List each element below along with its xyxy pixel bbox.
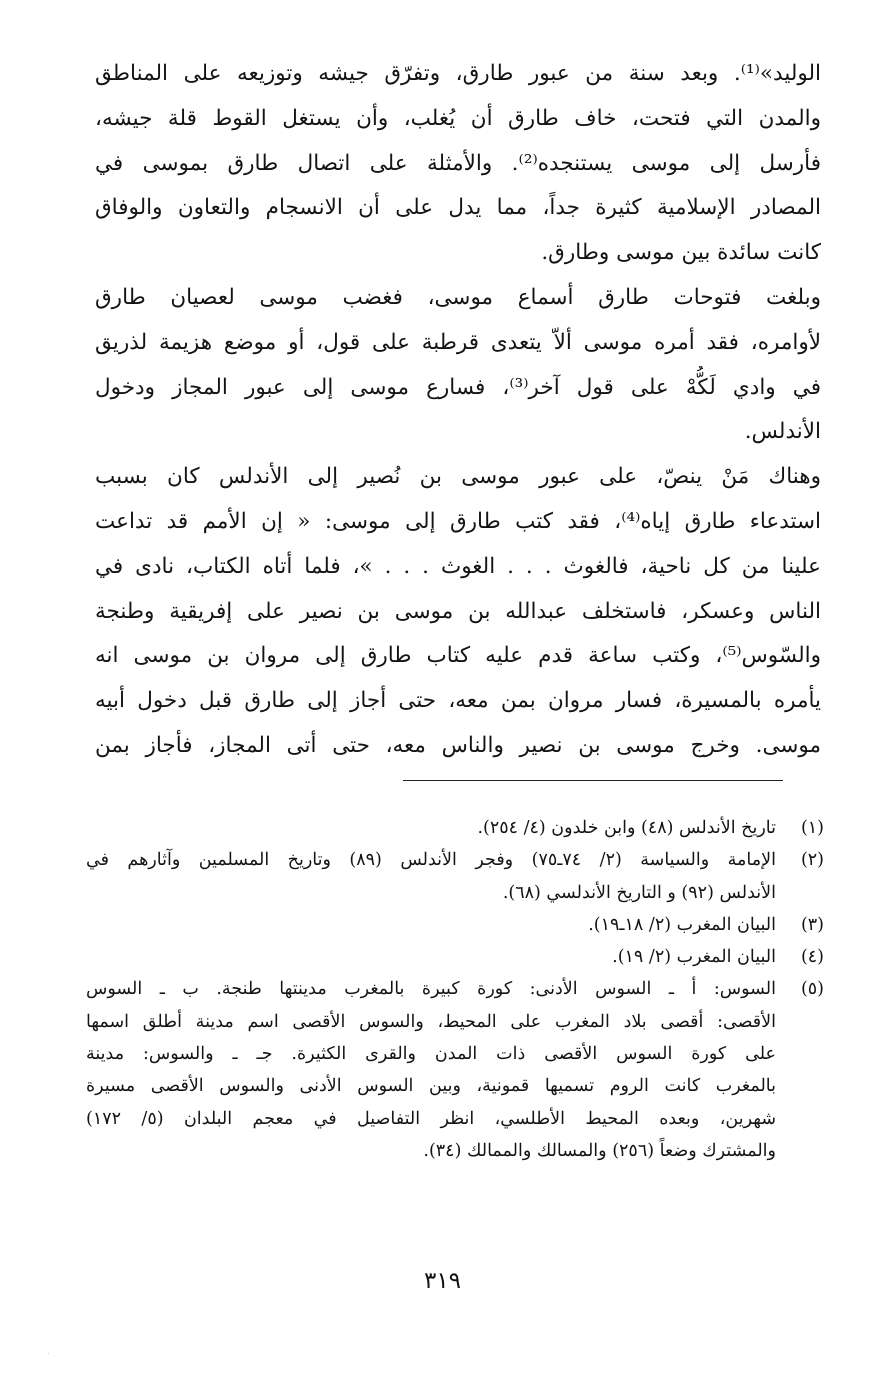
footnote-line: بالمغرب كانت الروم تسميها قمونية، وبين السوس الأدنى والسوس الأقصى مسيرة (86, 1076, 776, 1097)
paragraph-first-line: وهناك مَنْ ينصّ، على عبور موسى بن نُصير إلى الأندلس كان بسبب (95, 464, 821, 490)
footnote-5 (86, 973, 824, 1167)
footnote-line: تاريخ الأندلس (٤٨) وابن خلدون (٤/ ٢٥٤). (477, 818, 776, 838)
footnote-line: السوس: أ ـ السوس الأدنى: كورة كبيرة بالمغرب مدينتها طنجة. ب ـ السوس (86, 979, 776, 1000)
footnote-4 (86, 941, 824, 973)
text-line: فأرسل إلى موسى يستنجده⁽²⁾. والأمثلة على اتصال طارق بموسى في (95, 150, 821, 176)
footnote-line: الأقصى: أقصى بلاد المغرب على المحيط، والسوس الأقصى اسم مدينة أطلق اسمها (86, 1011, 776, 1032)
paragraph-first-line: وبلغت فتوحات طارق أسماع موسى، فغضب موسى لعصيان طارق (95, 284, 821, 310)
footnote-number: (٢) (800, 850, 824, 871)
footnote-separator (403, 780, 783, 781)
text-line: علينا من كل ناحية، فالغوث . . . الغوث . . . »، فلما أتاه الكتاب، نادى في (95, 553, 821, 579)
footnote-line: البيان المغرب (٢/ ١٨ـ١٩). (588, 914, 776, 935)
text-line: المصادر الإسلامية كثيرة جداً، مما يدل على أن الانسجام والتعاون والوفاق (95, 195, 821, 221)
footnote-line: البيان المغرب (٢/ ١٩). (612, 947, 776, 968)
main-text (95, 52, 821, 769)
footnote-number: (١) (800, 818, 824, 838)
footnotes (86, 812, 824, 1167)
footnote-number: (٤) (800, 947, 824, 968)
text-line: الوليد»⁽¹⁾. وبعد سنة من عبور طارق، وتفرّق جيشه وتوزيعه على المناطق (95, 61, 821, 86)
text-line: كانت سائدة بين موسى وطارق. (541, 240, 821, 266)
text-line: الناس وعسكر، فاستخلف عبدالله بن موسى بن نصير على إفريقية وطنجة (95, 598, 821, 624)
text-line: في وادي لَكُّهْ على قول آخر⁽³⁾، فسارع موسى إلى عبور المجاز ودخول (95, 374, 821, 400)
scan-speck (48, 1353, 49, 1354)
text-line: والسّوس⁽⁵⁾، وكتب ساعة قدم عليه كتاب طارق إلى مروان بن موسى انه (95, 643, 821, 669)
text-line: موسى. وخرج موسى بن نصير والناس معه، حتى أتى المجاز، فأجاز بمن (95, 732, 821, 758)
footnote-line: شهرين، وبعده المحيط الأطلسي، انظر التفاصيل في معجم البلدان (٥/ ١٧٢) (86, 1108, 776, 1129)
text-line: والمدن التي فتحت، خاف طارق أن يُغلب، وأن يستغل القوط قلة جيشه، (95, 105, 821, 131)
text-line: لأوامره، فقد أمره موسى ألاّ يتعدى قرطبة على قول، أو موضع هزيمة لذريق (95, 329, 821, 355)
text-line: استدعاء طارق إياه⁽⁴⁾، فقد كتب طارق إلى موسى: « إن الأمم قد تداعت (95, 508, 821, 534)
footnote-line: الأندلس (٩٢) و التاريخ الأندلسي (٦٨). (502, 882, 776, 903)
footnote-number: (٥) (800, 979, 824, 1000)
footnote-number: (٣) (800, 914, 824, 935)
text-line: يأمره بالمسيرة، فسار مروان بمن معه، حتى أجاز إلى طارق قبل دخول أبيه (95, 688, 821, 714)
footnote-line: والمشترك وضعاً (٢٥٦) والمسالك والممالك (٣٤). (423, 1140, 776, 1161)
footnote-line: على كورة السوس الأقصى ذات المدن والقرى الكثيرة. جـ ـ والسوس: مدينة (86, 1044, 776, 1065)
page-number: ٣١٩ (423, 1268, 462, 1294)
footnote-2 (86, 844, 824, 909)
footnote-line: الإمامة والسياسة (٢/ ٧٤ـ٧٥) وفجر الأندلس (٨٩) وتاريخ المسلمين وآثارهم في (86, 850, 776, 871)
footnote-3 (86, 909, 824, 941)
footnote-1 (86, 812, 824, 844)
text-line: الأندلس. (744, 419, 821, 445)
